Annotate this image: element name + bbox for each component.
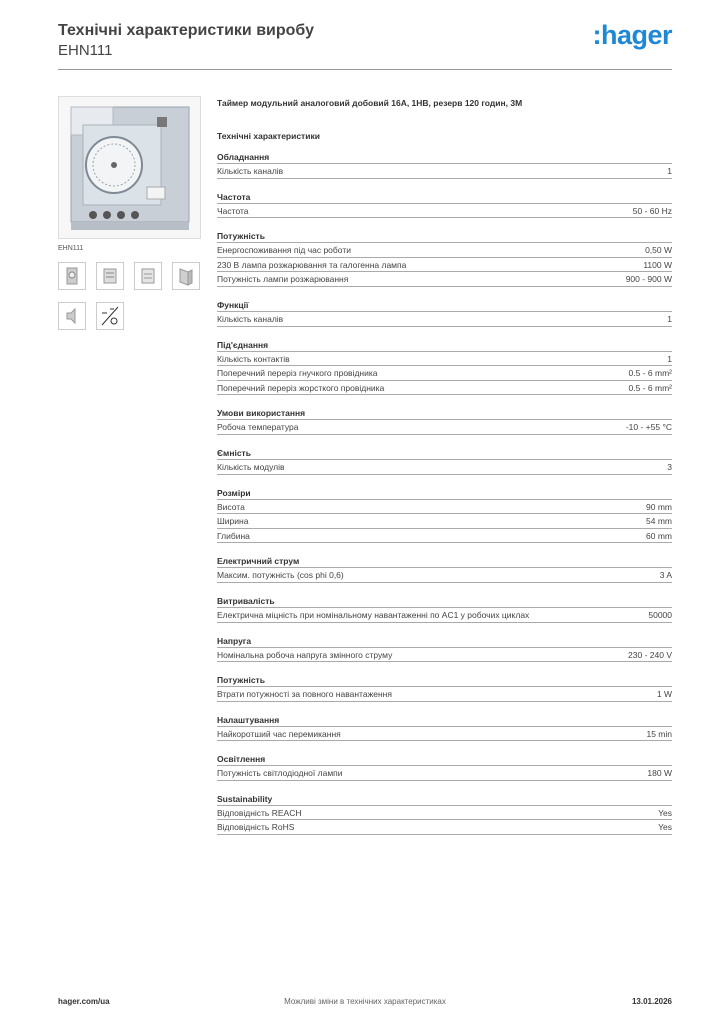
thumbnail-3d-view[interactable] bbox=[172, 262, 200, 290]
spec-row bbox=[217, 514, 672, 529]
spec-label: Потужність лампи розжарювання bbox=[217, 274, 349, 285]
spec-row bbox=[217, 272, 672, 287]
spec-row bbox=[217, 806, 672, 821]
spec-label: Ширина bbox=[217, 516, 249, 527]
spec-value: Yes bbox=[658, 807, 672, 818]
spec-group bbox=[217, 673, 672, 702]
spec-value: 1100 W bbox=[643, 259, 672, 270]
spec-label: Кількість каналів bbox=[217, 166, 284, 176]
spec-row bbox=[217, 500, 672, 515]
spec-label: Кількість модулів bbox=[217, 461, 285, 472]
spec-label: Відповідність REACH bbox=[217, 807, 302, 818]
spec-label: Частота bbox=[217, 205, 249, 216]
spec-row bbox=[217, 687, 672, 702]
spec-label: Поперечний переріз жорсткого провідника bbox=[217, 382, 385, 393]
spec-label: Найкоротший час перемикання bbox=[217, 728, 341, 739]
spec-row bbox=[217, 312, 672, 327]
product-image bbox=[58, 96, 201, 239]
spec-group-title: Під'єднання bbox=[217, 338, 672, 352]
spec-group-title: Умови використання bbox=[217, 406, 672, 420]
spec-row bbox=[217, 164, 672, 179]
spec-value: 50000 bbox=[648, 609, 672, 620]
spec-value: 180 W bbox=[647, 768, 672, 779]
spec-value: 3 bbox=[667, 461, 672, 472]
spec-group-title: Освітлення bbox=[217, 752, 672, 766]
spec-row bbox=[217, 727, 672, 742]
spec-value: 50 - 60 Hz bbox=[632, 205, 672, 216]
spec-value: 1 bbox=[667, 353, 672, 364]
page-footer bbox=[58, 997, 672, 1011]
spec-label: Кількість контактів bbox=[217, 353, 290, 364]
document-title: Технічні характеристики виробу bbox=[58, 22, 314, 39]
spec-row bbox=[217, 608, 672, 623]
spec-label: Потужність світлодіодної лампи bbox=[217, 768, 343, 779]
spec-group-title: Функції bbox=[217, 298, 672, 312]
thumbnail-wiring-diagram-icon[interactable] bbox=[96, 302, 124, 330]
footer-note: Можливі зміни в технічних характеристиках bbox=[284, 997, 446, 1006]
specifications-panel bbox=[217, 96, 672, 835]
spec-row bbox=[217, 352, 672, 367]
header-divider bbox=[58, 69, 672, 70]
spec-group-title: Витривалість bbox=[217, 594, 672, 608]
spec-label: Глибина bbox=[217, 530, 250, 541]
spec-label: Енергоспоживання під час роботи bbox=[217, 245, 351, 256]
thumbnail-speaker-icon[interactable] bbox=[58, 302, 86, 330]
product-description: Таймер модульний аналоговий добовий 16A, 1НВ, резерв 120 годин, 3M bbox=[217, 98, 523, 108]
spec-group bbox=[217, 594, 672, 623]
spec-value: 0.5 - 6 mm² bbox=[628, 368, 672, 379]
spec-group bbox=[217, 792, 672, 835]
spec-group bbox=[217, 752, 672, 781]
spec-group bbox=[217, 486, 672, 544]
thumbnail-module-view[interactable] bbox=[96, 262, 124, 290]
spec-value: 15 min bbox=[646, 728, 672, 739]
thumbnail-side-view[interactable] bbox=[134, 262, 162, 290]
spec-group-title: Потужність bbox=[217, 229, 672, 243]
spec-label: Відповідність RoHS bbox=[217, 822, 295, 833]
spec-value: 900 - 900 W bbox=[625, 274, 672, 285]
spec-value: 3 A bbox=[659, 570, 672, 581]
spec-label: Електрична міцність при номінальному навантаженні по AC1 у робочих циклах bbox=[217, 609, 530, 620]
spec-group-title: Електричний струм bbox=[217, 554, 672, 568]
spec-group bbox=[217, 446, 672, 475]
footer-url[interactable]: hager.com/ua bbox=[58, 997, 110, 1006]
spec-row bbox=[217, 366, 672, 381]
spec-row bbox=[217, 204, 672, 219]
spec-group bbox=[217, 406, 672, 435]
spec-value: Yes bbox=[658, 822, 672, 833]
spec-label: Кількість каналів bbox=[217, 313, 284, 324]
spec-group-title: Sustainability bbox=[217, 792, 672, 806]
spec-value: 1 bbox=[667, 313, 672, 324]
spec-label: Втрати потужності за повного навантаження bbox=[217, 689, 392, 700]
spec-group-title: Частота bbox=[217, 190, 672, 204]
spec-label: Максим. потужність (cos phi 0,6) bbox=[217, 570, 344, 581]
spec-row bbox=[217, 460, 672, 475]
spec-group bbox=[217, 338, 672, 396]
spec-group-title: Напруга bbox=[217, 634, 672, 648]
spec-value: 90 mm bbox=[646, 501, 672, 512]
spec-row bbox=[217, 568, 672, 583]
spec-groups bbox=[217, 150, 672, 835]
spec-group bbox=[217, 190, 672, 219]
spec-value: 230 - 240 V bbox=[628, 649, 672, 660]
image-caption: EHN111 bbox=[58, 245, 84, 252]
product-code: EHN111 bbox=[58, 42, 113, 59]
spec-row bbox=[217, 648, 672, 663]
spec-label: Робоча температура bbox=[217, 422, 299, 433]
spec-value: -10 - +55 °C bbox=[625, 422, 672, 433]
page-header bbox=[58, 20, 672, 70]
spec-group-title: Ємність bbox=[217, 446, 672, 460]
spec-row bbox=[217, 529, 672, 544]
spec-value: 1 bbox=[667, 166, 672, 176]
spec-group bbox=[217, 713, 672, 742]
spec-group-title: Розміри bbox=[217, 486, 672, 500]
spec-row bbox=[217, 820, 672, 835]
spec-row bbox=[217, 420, 672, 435]
spec-group bbox=[217, 229, 672, 287]
spec-group bbox=[217, 634, 672, 663]
spec-group bbox=[217, 150, 672, 179]
spec-group bbox=[217, 298, 672, 327]
spec-row bbox=[217, 258, 672, 273]
spec-group bbox=[217, 554, 672, 583]
spec-label: Номінальна робоча напруга змінного струму bbox=[217, 649, 393, 660]
spec-row bbox=[217, 766, 672, 781]
spec-value: 54 mm bbox=[646, 516, 672, 527]
footer-date: 13.01.2026 bbox=[631, 997, 672, 1006]
spec-label: Поперечний переріз гнучкого провідника bbox=[217, 368, 378, 379]
spec-group-title: Налаштування bbox=[217, 713, 672, 727]
spec-value: 0,50 W bbox=[645, 245, 672, 256]
hager-logo: :hager bbox=[592, 20, 672, 50]
spec-label: Висота bbox=[217, 501, 245, 512]
spec-group-title: Обладнання bbox=[217, 150, 672, 164]
spec-label: 230 В лампа розжарювання та галогенна лампа bbox=[217, 259, 407, 270]
spec-value: 0.5 - 6 mm² bbox=[628, 382, 672, 393]
spec-value: 60 mm bbox=[646, 530, 672, 541]
spec-group-title: Потужність bbox=[217, 673, 672, 687]
spec-value: 1 W bbox=[656, 689, 672, 700]
spec-row bbox=[217, 381, 672, 396]
spec-row bbox=[217, 243, 672, 258]
specifications-heading: Технічні характеристики bbox=[217, 131, 320, 141]
thumbnail-front-view[interactable] bbox=[58, 262, 86, 290]
